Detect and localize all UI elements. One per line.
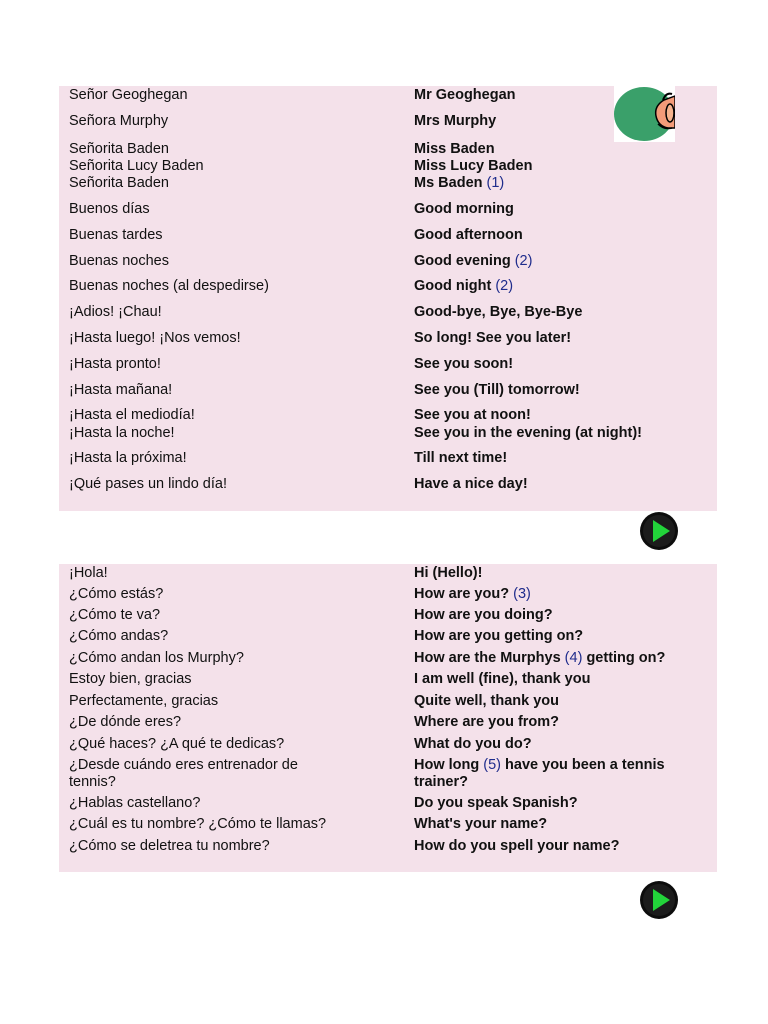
spanish-phrase: ¡Hasta el mediodía!: [69, 407, 195, 423]
spanish-phrase: Buenas tardes: [69, 227, 163, 243]
spanish-phrase: ¡Hasta la próxima!: [69, 450, 187, 466]
footnote-ref: (3): [513, 586, 531, 602]
english-phrase: Miss Lucy Baden: [414, 158, 533, 174]
english-phrase: Hi (Hello)!: [414, 565, 483, 581]
english-phrase: Mrs Murphy: [414, 113, 497, 129]
footnote-ref: (4): [564, 650, 583, 666]
english-phrase: See you soon!: [414, 356, 514, 372]
spanish-phrase: Señorita Lucy Baden: [69, 158, 204, 174]
english-phrase: Good night (2): [414, 278, 514, 294]
spanish-phrase: Buenas noches (al despedirse): [69, 278, 269, 294]
english-phrase: Good afternoon: [414, 227, 523, 243]
english-phrase: See you at noon!: [414, 407, 531, 423]
english-phrase: How are the Murphys (4) getting on?: [414, 650, 666, 666]
spanish-phrase: Señora Murphy: [69, 113, 169, 129]
spanish-phrase: Estoy bien, gracias: [69, 671, 192, 687]
spanish-phrase: ¿Hablas castellano?: [69, 795, 201, 811]
footnote-ref: (2): [495, 278, 514, 294]
english-phrase: See you in the evening (at night)!: [414, 425, 642, 441]
english-phrase: Miss Baden: [414, 141, 495, 157]
english-phrase: How are you? (3): [414, 586, 531, 602]
spanish-phrase: ¡Hasta pronto!: [69, 356, 161, 372]
spanish-phrase: ¿Cómo te va?: [69, 607, 161, 623]
footnote-ref: (5): [483, 757, 502, 773]
english-phrase: Where are you from?: [414, 714, 560, 730]
spanish-phrase: ¡Hasta la noche!: [69, 425, 175, 441]
english-phrase: Quite well, thank you: [414, 693, 560, 709]
play-button-icon[interactable]: [639, 511, 679, 551]
play-button-icon[interactable]: [639, 880, 679, 920]
spanish-phrase: ¿Cómo andan los Murphy?: [69, 650, 244, 666]
greetings-panel: [59, 86, 717, 511]
english-phrase: So long! See you later!: [414, 330, 572, 346]
english-phrase: What do you do?: [414, 736, 532, 752]
footnote-ref: (1): [486, 175, 505, 191]
spanish-phrase: ¿Qué haces? ¿A qué te dedicas?: [69, 736, 285, 752]
english-phrase: How long (5) have you been a tennis trainer?: [414, 757, 665, 790]
spanish-phrase: Señorita Baden: [69, 141, 169, 157]
english-phrase: Good morning: [414, 201, 514, 217]
spanish-phrase: Señor Geoghegan: [69, 87, 188, 103]
english-phrase: How are you doing?: [414, 607, 553, 623]
spanish-phrase: ¡Adios! ¡Chau!: [69, 304, 162, 320]
english-phrase: Do you speak Spanish?: [414, 795, 578, 811]
spanish-phrase: Perfectamente, gracias: [69, 693, 219, 709]
spanish-phrase: Buenos días: [69, 201, 150, 217]
english-phrase: Mr Geoghegan: [414, 87, 516, 103]
spanish-phrase: ¿Cómo estás?: [69, 586, 164, 602]
english-phrase: Good-bye, Bye, Bye-Bye: [414, 304, 583, 320]
english-phrase: See you (Till) tomorrow!: [414, 382, 580, 398]
conversation-panel: [59, 564, 717, 872]
english-phrase: I am well (fine), thank you: [414, 671, 591, 687]
spanish-phrase: ¿Cómo se deletrea tu nombre?: [69, 838, 270, 854]
english-phrase: Ms Baden (1): [414, 175, 505, 191]
spanish-phrase: ¡Hasta mañana!: [69, 382, 173, 398]
spanish-phrase: Buenas noches: [69, 253, 169, 269]
spanish-phrase: ¡Hasta luego! ¡Nos vemos!: [69, 330, 241, 346]
spanish-phrase: ¿Desde cuándo eres entrenador de tennis?: [69, 757, 298, 790]
english-phrase: How are you getting on?: [414, 628, 584, 644]
spanish-phrase: Señorita Baden: [69, 175, 169, 191]
english-phrase: Good evening (2): [414, 253, 533, 269]
footnote-ref: (2): [514, 253, 533, 269]
spanish-phrase: ¿De dónde eres?: [69, 714, 182, 730]
english-phrase: How do you spell your name?: [414, 838, 620, 854]
spanish-phrase: ¡Qué pases un lindo día!: [69, 476, 227, 492]
english-phrase: Till next time!: [414, 450, 508, 466]
english-phrase: What's your name?: [414, 816, 548, 832]
english-phrase: Have a nice day!: [414, 476, 528, 492]
spanish-phrase: ¿Cómo andas?: [69, 628, 169, 644]
spanish-phrase: ¿Cuál es tu nombre? ¿Cómo te llamas?: [69, 816, 327, 832]
spanish-phrase: ¡Hola!: [69, 565, 108, 581]
